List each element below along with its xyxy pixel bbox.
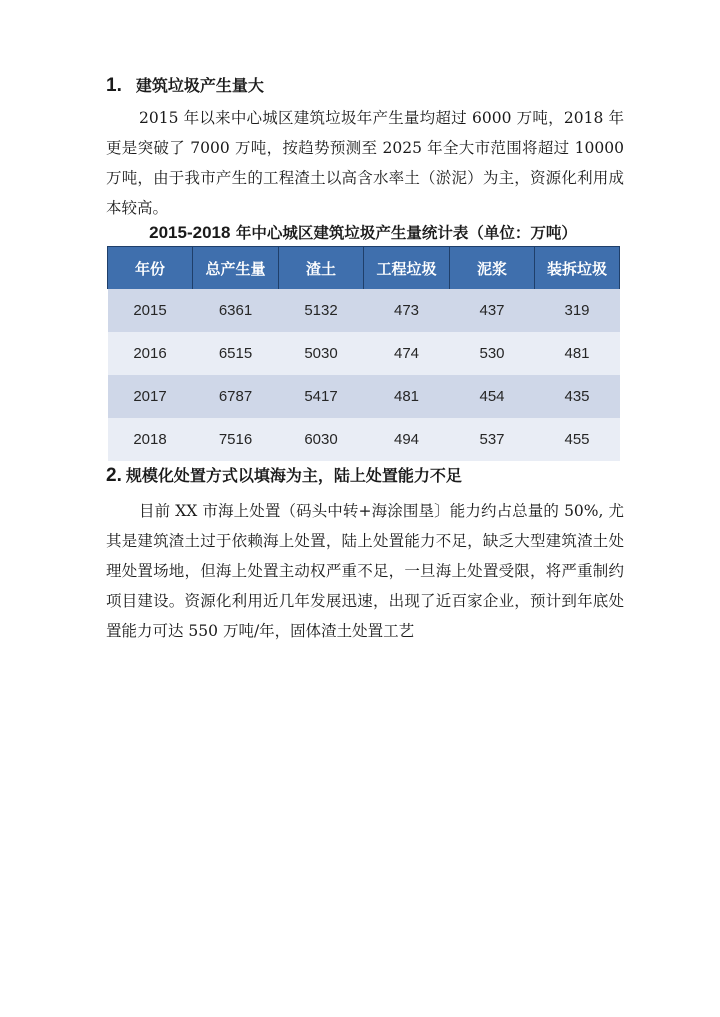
cell-total: 6361	[193, 289, 279, 332]
statistics-table	[107, 246, 620, 461]
table-row	[108, 375, 620, 418]
cell-muck: 6030	[279, 418, 364, 461]
table-title-text: 年中心城区建筑垃圾产生量统计表（单位：万吨）	[230, 223, 577, 242]
cell-total: 7516	[193, 418, 279, 461]
cell-muck: 5132	[279, 289, 364, 332]
cell-year: 2015	[108, 289, 193, 332]
cell-slurry: 454	[450, 375, 535, 418]
cell-demolition-waste: 319	[535, 289, 620, 332]
header-slurry: 泥浆	[450, 247, 535, 290]
cell-construction-waste: 474	[364, 332, 450, 375]
cell-slurry: 437	[450, 289, 535, 332]
section-1-heading	[106, 75, 264, 97]
cell-total: 6787	[193, 375, 279, 418]
section-2-heading	[106, 465, 462, 487]
section-1-paragraph: 2015 年以来中心城区建筑垃圾年产生量均超过 6000 万吨，2018 年更是突破了 7000 万吨，按趋势预测至 2025 年全大市范围将超过 10000 万吨，由于我市产生的工程渣土以高含水率土（淤泥）为主，资源化利用成本较高。	[106, 109, 624, 217]
table-title-years: 2015-2018	[149, 223, 231, 242]
section-2-number: 2.	[106, 465, 122, 486]
table-header-row	[108, 247, 620, 290]
cell-total: 6515	[193, 332, 279, 375]
header-construction-waste: 工程垃圾	[364, 247, 450, 290]
cell-year: 2018	[108, 418, 193, 461]
cell-demolition-waste: 481	[535, 332, 620, 375]
table-row	[108, 289, 620, 332]
section-1-title: 建筑垃圾产生量大	[135, 76, 264, 95]
section-1-number: 1.	[106, 75, 122, 96]
header-year: 年份	[108, 247, 193, 290]
header-muck: 渣土	[279, 247, 364, 290]
header-demolition-waste: 装拆垃圾	[535, 247, 620, 290]
cell-construction-waste: 481	[364, 375, 450, 418]
cell-year: 2017	[108, 375, 193, 418]
cell-construction-waste: 473	[364, 289, 450, 332]
table-title	[106, 222, 620, 244]
cell-construction-waste: 494	[364, 418, 450, 461]
cell-slurry: 537	[450, 418, 535, 461]
cell-demolition-waste: 435	[535, 375, 620, 418]
section-2-paragraph: 目前 XX 市海上处置（码头中转+海涂围垦〕能力约占总量的 50%, 尤其是建筑渣土过于依赖海上处置，陆上处置能力不足，缺乏大型建筑渣土处理处置场地，但海上处置主动权严重不足，一旦海上处置受限，将严重制约项目建设。资源化利用近几年发展迅速，出现了近百家企业，预计到年底处置能力可达 550 万吨/年，固体渣土处置工艺	[106, 502, 624, 640]
section-2-title: 规模化处置方式以填海为主，陆上处置能力不足	[125, 466, 462, 485]
cell-muck: 5417	[279, 375, 364, 418]
table-row	[108, 418, 620, 461]
cell-slurry: 530	[450, 332, 535, 375]
cell-demolition-waste: 455	[535, 418, 620, 461]
cell-year: 2016	[108, 332, 193, 375]
header-total: 总产生量	[193, 247, 279, 290]
table-row	[108, 332, 620, 375]
cell-muck: 5030	[279, 332, 364, 375]
